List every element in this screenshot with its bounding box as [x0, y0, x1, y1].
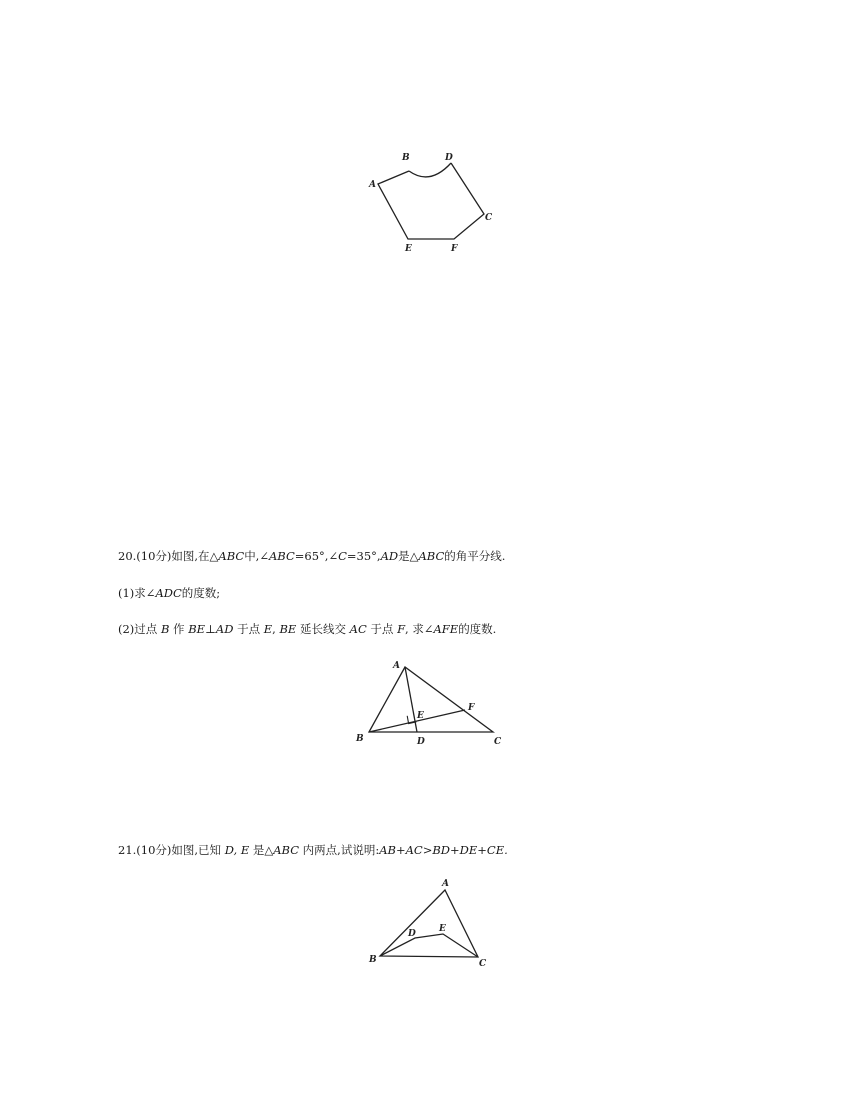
q20-ad: AD	[380, 549, 399, 563]
q20-p2-be2: BE	[279, 622, 297, 636]
label-A: A	[369, 180, 376, 190]
q20-text-3: =65°,∠	[294, 549, 339, 563]
label-F: F	[451, 244, 458, 254]
triangle-abc-interior-diagram	[360, 870, 500, 970]
triangle-abc-diagram	[350, 655, 520, 755]
q20-p2-g: 延长线交	[296, 622, 350, 636]
q21-text-1: 如图,已知	[171, 843, 225, 857]
q20-text-2: 中,∠	[244, 549, 269, 563]
label-C: C	[494, 737, 502, 747]
question-21-stem	[118, 842, 508, 858]
q20-text-1: 如图,在△	[171, 549, 219, 563]
q20-p2-perp: ⊥	[205, 622, 216, 636]
label-D: D	[408, 929, 416, 939]
q21-number: 21.	[118, 843, 137, 857]
q20-p1-post: 的度数;	[181, 586, 221, 600]
label-D: D	[417, 737, 425, 747]
q20-p2-a: (2)过点	[118, 622, 161, 636]
q20-abc-3: ABC	[418, 549, 445, 563]
path-bdec	[380, 934, 478, 957]
q20-p2-c: 作	[169, 622, 189, 636]
q20-p2-e: E	[263, 622, 273, 636]
label-F: F	[468, 703, 475, 713]
triangle-abc	[369, 667, 493, 732]
q20-p2-i: , 求∠	[405, 622, 434, 636]
q20-p1-adc: ADC	[155, 586, 182, 600]
label-B: B	[402, 153, 410, 163]
label-C: C	[485, 213, 493, 223]
q20-p2-ac: AC	[349, 622, 367, 636]
q20-p1-pre: (1)求∠	[118, 586, 156, 600]
label-A: A	[393, 661, 400, 671]
q21-inequality: AB+AC>BD+DE+CE.	[379, 843, 508, 857]
q20-text-4: =35°,	[346, 549, 381, 563]
q20-p2-be: BE	[188, 622, 206, 636]
q20-text-6: 的角平分线.	[444, 549, 506, 563]
q21-text-3: 内两点,试说明:	[299, 843, 380, 857]
q21-abc: ABC	[273, 843, 300, 857]
hexagon-outline	[378, 163, 484, 239]
question-20-part-2	[118, 621, 496, 637]
label-C: C	[479, 959, 487, 969]
question-20-part-1	[118, 585, 220, 601]
q20-p2-f: ,	[272, 622, 280, 636]
label-E: E	[417, 711, 424, 721]
q21-text-2: 是△	[249, 843, 274, 857]
label-B: B	[356, 734, 364, 744]
figure-20-triangle	[350, 655, 520, 755]
q20-abc-1: ABC	[218, 549, 245, 563]
label-B: B	[369, 955, 377, 965]
q20-points: (10分)	[136, 549, 172, 563]
hexagon-arc	[409, 163, 451, 177]
q20-abc-2: ABC	[268, 549, 295, 563]
label-E: E	[405, 244, 412, 254]
q20-p2-b: B	[160, 622, 170, 636]
q20-p2-j: 的度数.	[458, 622, 497, 636]
q20-number: 20.	[118, 549, 137, 563]
q20-p2-afe: AFE	[433, 622, 459, 636]
figure-21-triangle	[360, 870, 500, 970]
q20-c: C	[338, 549, 347, 563]
label-D: D	[445, 153, 453, 163]
q21-points: (10分)	[136, 843, 172, 857]
hexagon-diagram	[360, 145, 510, 260]
figure-19-hexagon	[360, 145, 510, 260]
label-A: A	[442, 879, 449, 889]
q20-p2-ad: AD	[215, 622, 234, 636]
q20-p2-h: 于点	[366, 622, 398, 636]
q21-de: D, E	[224, 843, 250, 857]
question-20-stem	[118, 548, 505, 564]
q20-p2-fpt: F	[397, 622, 406, 636]
q20-p2-d: 于点	[233, 622, 264, 636]
label-E: E	[439, 924, 446, 934]
q20-text-5: 是△	[398, 549, 419, 563]
